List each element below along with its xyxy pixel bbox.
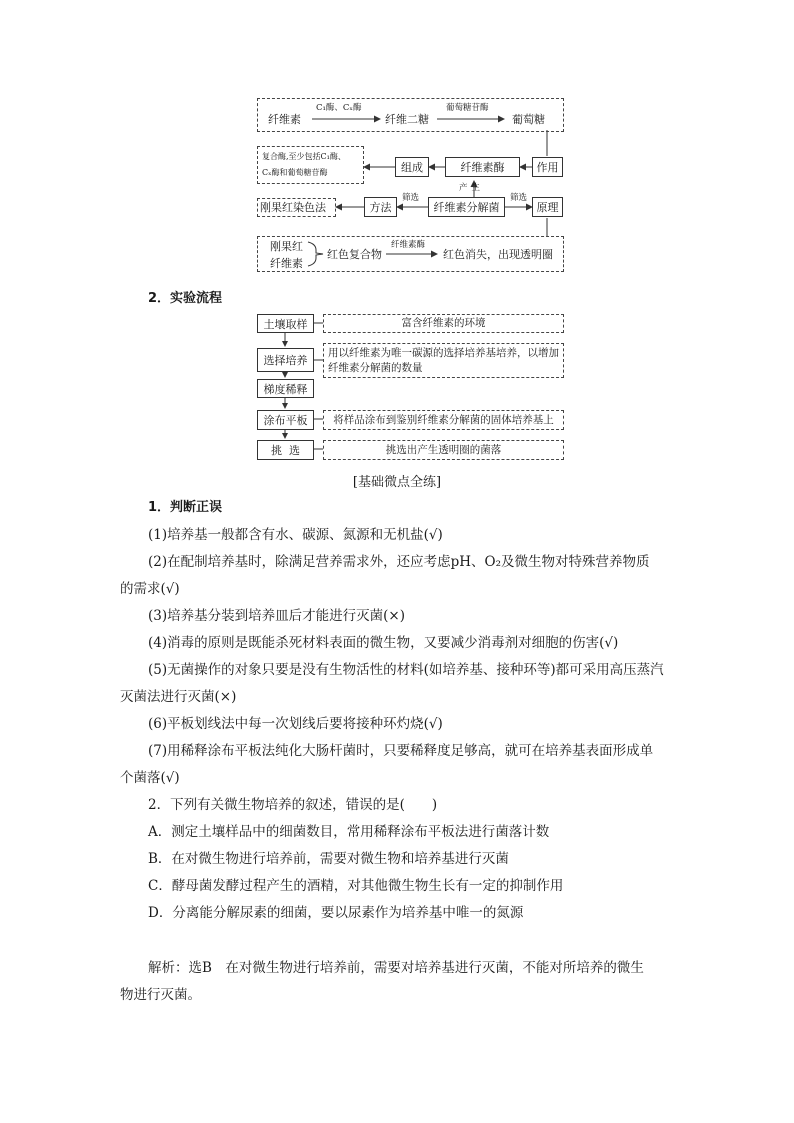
q2-option-c: C．酵母菌发酵过程产生的酒精，对其他微生物生长有一定的抑制作用 bbox=[148, 878, 564, 894]
flow-step-plate-spreading: 涂布平板 bbox=[257, 410, 314, 430]
q1-item-7: (7)用稀释涂布平板法纯化大肠杆菌时，只要稀释度足够高，就可在培养基表面形成单 bbox=[148, 743, 654, 759]
method-box: 方法 bbox=[364, 197, 397, 217]
composite-enzyme-line2: Cₓ酶和葡萄糖苷酶 bbox=[262, 168, 328, 177]
congo-red-line1: 刚果红 bbox=[270, 240, 303, 253]
composition-box: 组成 bbox=[395, 157, 429, 177]
q1-item-3: (3)培养基分装到培养皿后才能进行灭菌(×) bbox=[148, 608, 405, 624]
flow-desc-soil-sampling: 富含纤维素的环境 bbox=[323, 314, 564, 333]
composite-enzyme-line1: 复合酶,至少包括C₁酶、 bbox=[262, 152, 346, 161]
flow-step-gradient-dilution: 梯度稀释 bbox=[257, 379, 314, 398]
red-complex-label: 红色复合物 bbox=[327, 248, 382, 261]
flow-desc-plate-spreading: 将样品涂布到鉴别纤维素分解菌的固体培养基上 bbox=[323, 410, 564, 430]
q1-item-4: (4)消毒的原则是既能杀死材料表面的微生物，又要减少消毒剂对细胞的伤害(√) bbox=[148, 635, 619, 651]
q2-title: 2．下列有关微生物培养的叙述，错误的是( ) bbox=[148, 797, 438, 813]
result-label: 红色消失，出现透明圈 bbox=[443, 248, 553, 261]
q1-title: 1．判断正误 bbox=[148, 500, 223, 515]
flow-desc-picking: 挑选出产生透明圈的菌落 bbox=[323, 440, 564, 460]
answer-line-1: 解析：选B 在对微生物进行培养前，需要对培养基进行灭菌，不能对所培养的微生 bbox=[148, 960, 644, 976]
c1-cx-enzyme-label: C₁酶、Cₓ酶 bbox=[316, 103, 362, 113]
cellulase-box: 纤维素酶 bbox=[445, 157, 520, 177]
flow-chart bbox=[0, 0, 794, 470]
q1-item-5: (5)无菌操作的对象只要是没有生物活性的材料(如培养基、接种环等)都可采用高压蒸汽 bbox=[148, 662, 664, 678]
flow-desc-selective-culture: 用以纤维素为唯一碳源的选择培养基培养，以增加纤维素分解菌的数量 bbox=[323, 343, 564, 378]
section2-title: 2．实验流程 bbox=[148, 291, 223, 306]
congo-red-line2: 纤维素 bbox=[270, 257, 303, 270]
glucose-label: 葡萄糖 bbox=[512, 113, 545, 126]
q1-item-2-cont: 的需求(√) bbox=[120, 581, 180, 597]
q2-option-b: B．在对微生物进行培养前，需要对微生物和培养基进行灭菌 bbox=[148, 851, 509, 867]
flow-step-soil-sampling: 土壤取样 bbox=[257, 314, 314, 333]
q1-item-5-cont: 灭菌法进行灭菌(×) bbox=[120, 689, 237, 705]
screen-label-right: 筛选 bbox=[510, 193, 528, 203]
q1-item-1: (1)培养基一般都含有水、碳源、氮源和无机盐(√) bbox=[148, 527, 443, 543]
q1-item-7-cont: 个菌落(√) bbox=[120, 770, 180, 786]
flow-connectors bbox=[0, 0, 794, 470]
cellulose-label: 纤维素 bbox=[268, 113, 301, 126]
congo-method-label: 刚果红染色法 bbox=[260, 201, 326, 214]
q1-item-6: (6)平板划线法中每一次划线后要将接种环灼烧(√) bbox=[148, 716, 443, 732]
q1-item-2: (2)在配制培养基时，除满足营养需求外，还应考虑pH、O₂及微生物对特殊营养物质 bbox=[148, 554, 650, 570]
flow-step-picking: 挑 选 bbox=[257, 440, 314, 460]
cellobiose-label: 纤维二糖 bbox=[385, 113, 429, 126]
principle-box: 原理 bbox=[532, 197, 563, 217]
screen-label-left: 筛选 bbox=[402, 193, 420, 203]
answer-line-2: 物进行灭菌。 bbox=[120, 987, 201, 1003]
practice-header: [基础微点全练] bbox=[352, 475, 442, 490]
flow-step-selective-culture: 选择培养 bbox=[257, 348, 314, 372]
decomposer-box: 纤维素分解菌 bbox=[428, 197, 505, 217]
q2-option-a: A．测定土壤样品中的细菌数目，常用稀释涂布平板法进行菌落计数 bbox=[148, 824, 550, 840]
q2-option-d: D．分离能分解尿素的细菌，要以尿素作为培养基中唯一的氮源 bbox=[148, 905, 524, 921]
produce-label: 产生 bbox=[459, 183, 485, 193]
glucosidase-label: 葡萄糖苷酶 bbox=[446, 103, 489, 113]
function-box: 作用 bbox=[532, 157, 563, 177]
cellulase-arrow-label: 纤维素酶 bbox=[391, 240, 426, 250]
